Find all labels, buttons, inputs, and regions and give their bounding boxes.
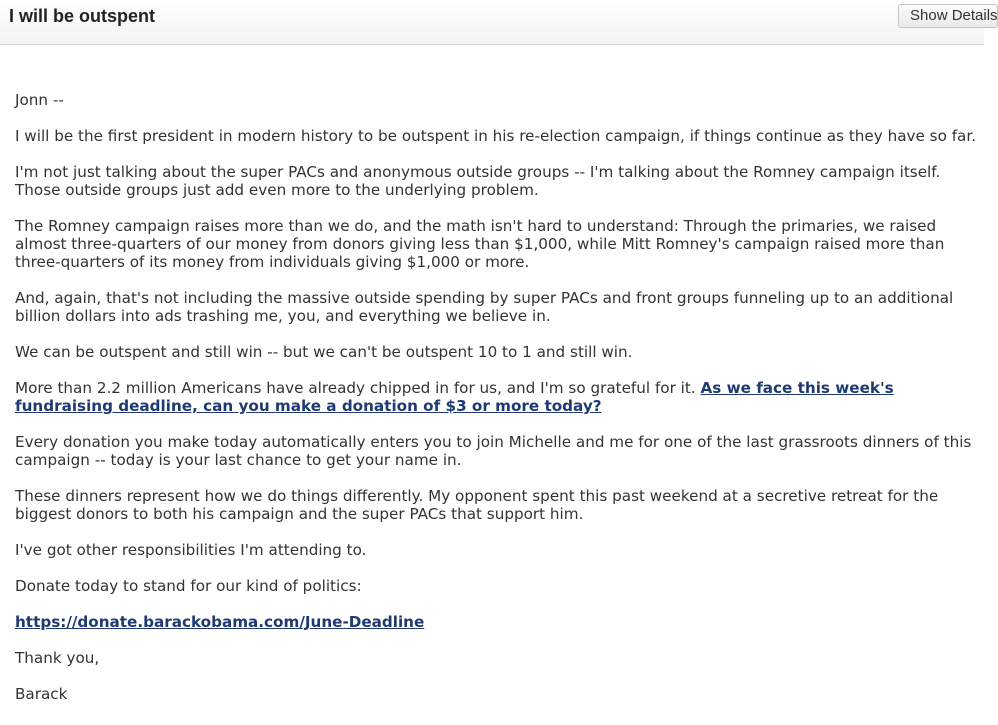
paragraph-1: I will be the first president in modern history to be outspent in his re-election campaign, if things continue as they have so far. [15,127,977,145]
paragraph-8: These dinners represent how we do things differently. My opponent spent this past weekend at a secretive retreat for the biggest donors to both his campaign and the super PACs that support him. [15,487,939,523]
paragraph-6-text: More than 2.2 million Americans have already chipped in for us, and I'm so grateful for it. [15,379,701,397]
show-details-button[interactable]: Show Details [898,4,998,28]
donate-url-link[interactable]: https://donate.barackobama.com/June-Deadline [15,613,425,631]
paragraph-9: I've got other responsibilities I'm attending to. [15,541,367,559]
donation-ask-link[interactable]: As we face this week's fundraising deadline, can you make a donation of $3 or more today? [15,379,894,415]
donate-link-paragraph [15,613,980,631]
greeting: Jonn -- [15,91,64,109]
paragraph-7: Every donation you make today automatically enters you to join Michelle and me for one of the last grassroots dinners of this campaign -- today is your last chance to get your name in. [15,433,972,469]
signature: Barack [15,685,68,703]
paragraph-3: The Romney campaign raises more than we do, and the math isn't hard to understand: Through the primaries, we raised almost three-quarters of our money from donors giving less than $1,000, while Mitt Romney's campaign raised more than three-quarters of its money from individuals giving $1,000 or more. [15,217,945,271]
message-header [0,0,998,45]
message-subject: I will be outspent [9,6,156,26]
paragraph-4: And, again, that's not including the massive outside spending by super PACs and front groups funneling up to an additional billion dollars into ads trashing me, you, and everything we believe in. [15,289,954,325]
paragraph-2: I'm not just talking about the super PACs and anonymous outside groups -- I'm talking about the Romney campaign itself. Those outside groups just add even more to the underlying problem. [15,163,941,199]
paragraph-5: We can be outspent and still win -- but we can't be outspent 10 to 1 and still win. [15,343,633,361]
message-body [15,91,980,721]
closing: Thank you, [15,649,100,667]
paragraph-6 [15,379,980,415]
paragraph-10: Donate today to stand for our kind of politics: [15,577,362,595]
